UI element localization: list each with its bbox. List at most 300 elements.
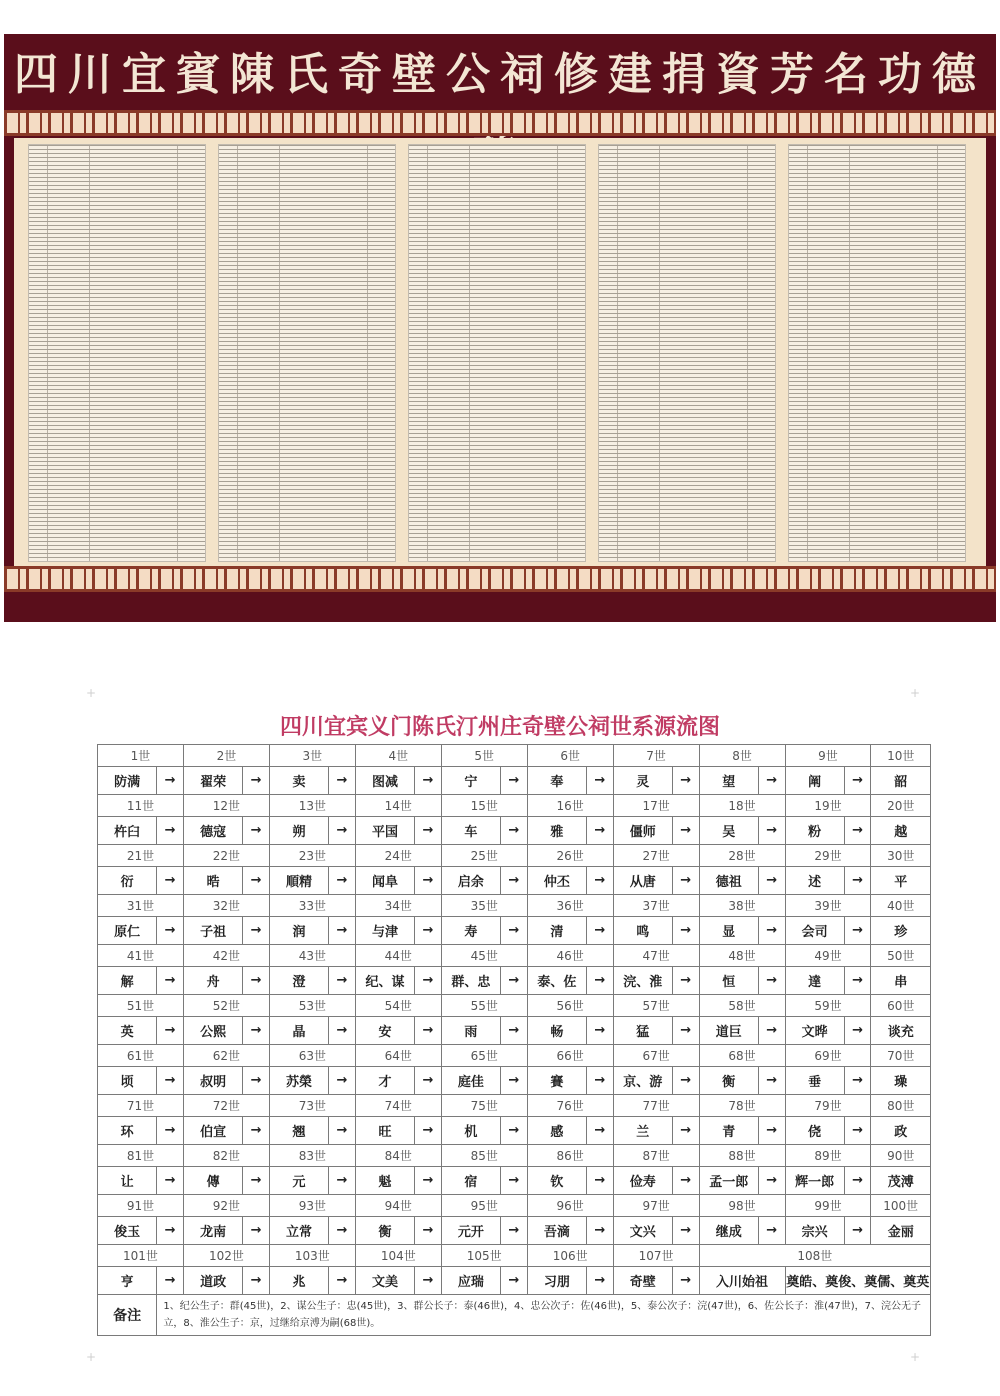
- arrow-icon: →: [758, 1067, 785, 1095]
- ancestor-name: 伯宣: [183, 1117, 242, 1145]
- arrow-icon: →: [415, 1267, 442, 1295]
- generation-label: 87世: [613, 1145, 699, 1167]
- donor-column-1: [28, 144, 206, 562]
- generation-label: 82世: [183, 1145, 269, 1167]
- generation-label: 19世: [785, 795, 871, 817]
- generation-label: 90世: [871, 1145, 931, 1167]
- arrow-icon: →: [587, 767, 614, 795]
- ancestor-name: 图减: [355, 767, 414, 795]
- ancestor-row: [98, 1117, 931, 1145]
- arrow-icon: →: [844, 1017, 871, 1045]
- generation-label: 88世: [699, 1145, 785, 1167]
- generation-label: 6世: [527, 745, 613, 767]
- ancestor-name: 平: [871, 867, 931, 895]
- generation-label: 3世: [269, 745, 355, 767]
- arrow-icon: →: [587, 1017, 614, 1045]
- generation-label: 52世: [183, 995, 269, 1017]
- arrow-icon: →: [415, 1167, 442, 1195]
- generation-label: 51世: [98, 995, 184, 1017]
- arrow-icon: →: [844, 917, 871, 945]
- arrow-icon: →: [243, 1067, 270, 1095]
- ancestor-row: [98, 817, 931, 845]
- arrow-icon: →: [758, 967, 785, 995]
- generation-label: 5世: [441, 745, 527, 767]
- ancestor-row: [98, 767, 931, 795]
- generation-label: 2世: [183, 745, 269, 767]
- generation-row: [98, 795, 931, 817]
- ancestor-name: 述: [785, 867, 844, 895]
- ancestor-name: 谈充: [871, 1017, 931, 1045]
- arrow-icon: →: [672, 867, 699, 895]
- generation-label: 61世: [98, 1045, 184, 1067]
- arrow-icon: →: [415, 1217, 442, 1245]
- arrow-icon: →: [758, 917, 785, 945]
- arrow-icon: →: [329, 1267, 356, 1295]
- ancestor-name: 灵: [613, 767, 672, 795]
- generation-label: 65世: [441, 1045, 527, 1067]
- ancestor-name: 兰: [613, 1117, 672, 1145]
- arrow-icon: →: [243, 967, 270, 995]
- generation-label: 48世: [699, 945, 785, 967]
- generation-label: 98世: [699, 1195, 785, 1217]
- arrow-icon: →: [672, 1067, 699, 1095]
- fret-border-bottom: [4, 566, 996, 592]
- arrow-icon: →: [243, 817, 270, 845]
- note-label: 备注: [98, 1295, 157, 1336]
- ancestor-name: 越: [871, 817, 931, 845]
- ancestor-name: 与津: [355, 917, 414, 945]
- ancestor-name: 孟一郎: [699, 1167, 758, 1195]
- ancestor-name: 珍: [871, 917, 931, 945]
- generation-label: 71世: [98, 1095, 184, 1117]
- ancestor-row: [98, 1067, 931, 1095]
- generation-label: 73世: [269, 1095, 355, 1117]
- ancestor-name: 順精: [269, 867, 328, 895]
- ancestor-name: 浣、淮: [613, 967, 672, 995]
- generation-label: 37世: [613, 895, 699, 917]
- generation-label: 63世: [269, 1045, 355, 1067]
- generation-label: 54世: [355, 995, 441, 1017]
- arrow-icon: →: [243, 767, 270, 795]
- donor-column-2: [218, 144, 396, 562]
- ancestor-name: 宁: [441, 767, 500, 795]
- ancestor-name: 阐: [785, 767, 844, 795]
- generation-row: [98, 1145, 931, 1167]
- generation-label: 94世: [355, 1195, 441, 1217]
- ancestor-name: 安: [355, 1017, 414, 1045]
- ancestor-name: 奉: [527, 767, 586, 795]
- ancestor-name: 翟荣: [183, 767, 242, 795]
- ancestor-name: 清: [527, 917, 586, 945]
- ancestor-name: 元开: [441, 1217, 500, 1245]
- ancestor-name: 朔: [269, 817, 328, 845]
- ancestor-name: 元: [269, 1167, 328, 1195]
- generation-label: 60世: [871, 995, 931, 1017]
- generation-label: 62世: [183, 1045, 269, 1067]
- arrow-icon: →: [672, 1267, 699, 1295]
- generation-label: 66世: [527, 1045, 613, 1067]
- arrow-icon: →: [243, 917, 270, 945]
- arrow-icon: →: [587, 967, 614, 995]
- arrow-icon: →: [415, 967, 442, 995]
- ancestor-name: 奇壁: [613, 1267, 672, 1295]
- arrow-icon: →: [501, 1067, 528, 1095]
- ancestor-name: 文美: [355, 1267, 414, 1295]
- ancestor-name: 青: [699, 1117, 758, 1145]
- arrow-icon: →: [415, 817, 442, 845]
- ancestor-name: 德寇: [183, 817, 242, 845]
- generation-row: [98, 1095, 931, 1117]
- generation-label: 83世: [269, 1145, 355, 1167]
- ancestor-row: [98, 967, 931, 995]
- generation-label: 40世: [871, 895, 931, 917]
- arrow-icon: →: [844, 1067, 871, 1095]
- arrow-icon: →: [672, 917, 699, 945]
- ancestor-name: 庭佳: [441, 1067, 500, 1095]
- arrow-icon: →: [243, 1217, 270, 1245]
- ancestor-name: 亨: [98, 1267, 157, 1295]
- generation-label: 69世: [785, 1045, 871, 1067]
- arrow-icon: →: [672, 1117, 699, 1145]
- ancestor-name: 宗兴: [785, 1217, 844, 1245]
- generation-label: 11世: [98, 795, 184, 817]
- arrow-icon: →: [415, 1017, 442, 1045]
- generation-label: 108世: [699, 1245, 930, 1267]
- arrow-icon: →: [501, 867, 528, 895]
- arrow-icon: →: [415, 867, 442, 895]
- ancestor-name: 金丽: [871, 1217, 931, 1245]
- generation-label: 28世: [699, 845, 785, 867]
- generation-label: 7世: [613, 745, 699, 767]
- arrow-icon: →: [157, 1117, 184, 1145]
- arrow-icon: →: [587, 1217, 614, 1245]
- arrow-icon: →: [672, 967, 699, 995]
- generation-label: 106世: [527, 1245, 613, 1267]
- generation-label: 68世: [699, 1045, 785, 1067]
- generation-label: 30世: [871, 845, 931, 867]
- arrow-icon: →: [415, 767, 442, 795]
- generation-row: [98, 1045, 931, 1067]
- ancestor-name: 会司: [785, 917, 844, 945]
- arrow-icon: →: [157, 1067, 184, 1095]
- generation-label: 70世: [871, 1045, 931, 1067]
- generation-row: [98, 845, 931, 867]
- ancestor-name: 宿: [441, 1167, 500, 1195]
- ancestor-name: 猛: [613, 1017, 672, 1045]
- arrow-icon: →: [844, 867, 871, 895]
- ancestor-name: 让: [98, 1167, 157, 1195]
- ancestor-name: 吴: [699, 817, 758, 845]
- genealogy-table: [97, 744, 931, 1336]
- ancestor-name: 旺: [355, 1117, 414, 1145]
- arrow-icon: →: [415, 917, 442, 945]
- arrow-icon: →: [157, 767, 184, 795]
- ancestor-name: 道巨: [699, 1017, 758, 1045]
- ancestor-name: 舟: [183, 967, 242, 995]
- ancestor-name: 魁: [355, 1167, 414, 1195]
- generation-label: 103世: [269, 1245, 355, 1267]
- arrow-icon: →: [415, 1067, 442, 1095]
- generation-label: 25世: [441, 845, 527, 867]
- arrow-icon: →: [672, 1217, 699, 1245]
- ancestor-name: 群、忠: [441, 967, 500, 995]
- ancestor-name: 晧: [183, 867, 242, 895]
- arrow-icon: →: [844, 767, 871, 795]
- arrow-icon: →: [587, 817, 614, 845]
- generation-label: 43世: [269, 945, 355, 967]
- ancestor-name: 习朋: [527, 1267, 586, 1295]
- arrow-icon: →: [157, 1017, 184, 1045]
- ancestor-name: 车: [441, 817, 500, 845]
- generation-label: 85世: [441, 1145, 527, 1167]
- generation-label: 4世: [355, 745, 441, 767]
- ancestor-name: 衡: [355, 1217, 414, 1245]
- ancestor-row: [98, 1167, 931, 1195]
- ancestor-name: 俊玉: [98, 1217, 157, 1245]
- generation-label: 104世: [355, 1245, 441, 1267]
- arrow-icon: →: [587, 1267, 614, 1295]
- arrow-icon: →: [501, 1267, 528, 1295]
- crop-mark: +: [910, 1350, 921, 1364]
- generation-label: 78世: [699, 1095, 785, 1117]
- generation-label: 44世: [355, 945, 441, 967]
- donor-stele-banner: [4, 34, 996, 622]
- ancestor-name: 平国: [355, 817, 414, 845]
- ancestor-name: 钦: [527, 1167, 586, 1195]
- generation-row: [98, 1195, 931, 1217]
- generation-label: 27世: [613, 845, 699, 867]
- generation-label: 107世: [613, 1245, 699, 1267]
- ancestor-name: 畅: [527, 1017, 586, 1045]
- ancestor-name: 卖: [269, 767, 328, 795]
- arrow-icon: →: [329, 917, 356, 945]
- arrow-icon: →: [844, 967, 871, 995]
- generation-label: 86世: [527, 1145, 613, 1167]
- generation-label: 75世: [441, 1095, 527, 1117]
- ancestor-name: 吾滴: [527, 1217, 586, 1245]
- generation-label: 41世: [98, 945, 184, 967]
- arrow-icon: →: [501, 1167, 528, 1195]
- ancestor-name: 粉: [785, 817, 844, 845]
- ancestor-name: 防满: [98, 767, 157, 795]
- arrow-icon: →: [672, 767, 699, 795]
- ancestor-name: 仲丕: [527, 867, 586, 895]
- ancestor-name: 纪、谋: [355, 967, 414, 995]
- note-text: 1、纪公生子：群(45世)，2、谋公生子：忠(45世)，3、群公长子：泰(46世)，4、忠公次子：佐(46世)，5、泰公次子：浣(47世)，6、佐公长子：淮(47世)，7、浣公无子立，8、淮公生子：京，过继给京溥为嗣(68世)。: [157, 1295, 931, 1336]
- ancestor-name: 京、游: [613, 1067, 672, 1095]
- generation-row: [98, 895, 931, 917]
- generation-label: 8世: [699, 745, 785, 767]
- arrow-icon: →: [844, 1217, 871, 1245]
- ancestor-name: 机: [441, 1117, 500, 1145]
- arrow-icon: →: [672, 1167, 699, 1195]
- ancestor-name: 应瑞: [441, 1267, 500, 1295]
- generation-row: [98, 1245, 931, 1267]
- arrow-icon: →: [758, 1017, 785, 1045]
- ancestor-name: 立常: [269, 1217, 328, 1245]
- generation-label: 99世: [785, 1195, 871, 1217]
- arrow-icon: →: [844, 1117, 871, 1145]
- ancestor-name: 泰、佐: [527, 967, 586, 995]
- generation-label: 18世: [699, 795, 785, 817]
- ancestor-name: 闻阜: [355, 867, 414, 895]
- arrow-icon: →: [844, 817, 871, 845]
- arrow-icon: →: [329, 817, 356, 845]
- generation-label: 45世: [441, 945, 527, 967]
- ancestor-name: 澄: [269, 967, 328, 995]
- generation-label: 14世: [355, 795, 441, 817]
- generation-label: 53世: [269, 995, 355, 1017]
- generation-label: 9世: [785, 745, 871, 767]
- arrow-icon: →: [157, 1167, 184, 1195]
- generation-label: 50世: [871, 945, 931, 967]
- arrow-icon: →: [758, 867, 785, 895]
- generation-label: 81世: [98, 1145, 184, 1167]
- generation-label: 102世: [183, 1245, 269, 1267]
- ancestor-name: 继成: [699, 1217, 758, 1245]
- generation-label: 33世: [269, 895, 355, 917]
- ancestor-name: 僵师: [613, 817, 672, 845]
- arrow-icon: →: [157, 817, 184, 845]
- ancestor-name: 雨: [441, 1017, 500, 1045]
- generation-label: 26世: [527, 845, 613, 867]
- arrow-icon: →: [329, 1017, 356, 1045]
- generation-row: [98, 995, 931, 1017]
- banner-title: 四川宜賓陳氏奇壁公祠修建捐資芳名功德: [14, 49, 986, 100]
- generation-label: 32世: [183, 895, 269, 917]
- arrow-icon: →: [157, 967, 184, 995]
- arrow-icon: →: [243, 1017, 270, 1045]
- donor-column-3: [408, 144, 586, 562]
- ancestor-name: 才: [355, 1067, 414, 1095]
- generation-label: 36世: [527, 895, 613, 917]
- arrow-icon: →: [758, 1217, 785, 1245]
- crop-mark: +: [86, 1350, 97, 1364]
- fret-border-top: [4, 110, 996, 136]
- ancestor-name: 寿: [441, 917, 500, 945]
- ancestor-name: 道政: [183, 1267, 242, 1295]
- donor-column-5: [788, 144, 966, 562]
- arrow-icon: →: [243, 867, 270, 895]
- ancestor-name: 翘: [269, 1117, 328, 1145]
- generation-label: 59世: [785, 995, 871, 1017]
- generation-label: 21世: [98, 845, 184, 867]
- ancestor-name: 衍: [98, 867, 157, 895]
- arrow-icon: →: [758, 1167, 785, 1195]
- ancestor-name: 顷: [98, 1067, 157, 1095]
- generation-label: 38世: [699, 895, 785, 917]
- ancestor-name: 兆: [269, 1267, 328, 1295]
- generation-label: 17世: [613, 795, 699, 817]
- arrow-icon: →: [243, 1167, 270, 1195]
- generation-label: 24世: [355, 845, 441, 867]
- generation-label: 23世: [269, 845, 355, 867]
- ancestor-name: 感: [527, 1117, 586, 1145]
- generation-label: 79世: [785, 1095, 871, 1117]
- ancestor-row: [98, 917, 931, 945]
- generation-label: 57世: [613, 995, 699, 1017]
- generation-label: 46世: [527, 945, 613, 967]
- arrow-icon: →: [157, 917, 184, 945]
- arrow-icon: →: [157, 1267, 184, 1295]
- crop-mark: +: [910, 686, 921, 700]
- generation-label: 58世: [699, 995, 785, 1017]
- generation-label: 76世: [527, 1095, 613, 1117]
- arrow-icon: →: [501, 767, 528, 795]
- ancestor-row: [98, 867, 931, 895]
- ancestor-name: 环: [98, 1117, 157, 1145]
- arrow-icon: →: [329, 867, 356, 895]
- generation-label: 10世: [871, 745, 931, 767]
- arrow-icon: →: [672, 1017, 699, 1045]
- generation-label: 67世: [613, 1045, 699, 1067]
- generation-label: 20世: [871, 795, 931, 817]
- generation-label: 22世: [183, 845, 269, 867]
- generation-label: 100世: [871, 1195, 931, 1217]
- arrow-icon: →: [329, 1167, 356, 1195]
- arrow-icon: →: [501, 917, 528, 945]
- generation-label: 34世: [355, 895, 441, 917]
- ancestor-name: 苏榮: [269, 1067, 328, 1095]
- ancestor-name: 望: [699, 767, 758, 795]
- arrow-icon: →: [501, 1117, 528, 1145]
- ancestor-name: 公熙: [183, 1017, 242, 1045]
- generation-label: 92世: [183, 1195, 269, 1217]
- ancestor-name: 賽: [527, 1067, 586, 1095]
- arrow-icon: →: [587, 1167, 614, 1195]
- generation-label: 16世: [527, 795, 613, 817]
- generation-label: 101世: [98, 1245, 184, 1267]
- generation-row: [98, 745, 931, 767]
- arrow-icon: →: [501, 1017, 528, 1045]
- arrow-icon: →: [157, 867, 184, 895]
- generation-label: 39世: [785, 895, 871, 917]
- ancestor-name: 文兴: [613, 1217, 672, 1245]
- ancestor-name: 侥: [785, 1117, 844, 1145]
- generation-label: 56世: [527, 995, 613, 1017]
- generation-label: 96世: [527, 1195, 613, 1217]
- generation-label: 1世: [98, 745, 184, 767]
- generation-label: 42世: [183, 945, 269, 967]
- generation-label: 55世: [441, 995, 527, 1017]
- arrow-icon: →: [329, 1067, 356, 1095]
- ancestor-name: 显: [699, 917, 758, 945]
- arrow-icon: →: [587, 1117, 614, 1145]
- ancestor-name: 辉一郎: [785, 1167, 844, 1195]
- ancestor-name: 叔明: [183, 1067, 242, 1095]
- donor-column-4: [598, 144, 776, 562]
- generation-label: 97世: [613, 1195, 699, 1217]
- arrow-icon: →: [672, 817, 699, 845]
- arrow-icon: →: [758, 767, 785, 795]
- ancestor-name: 串: [871, 967, 931, 995]
- ancestor-name: 韶: [871, 767, 931, 795]
- generation-label: 49世: [785, 945, 871, 967]
- generation-label: 13世: [269, 795, 355, 817]
- ancestor-row: [98, 1217, 931, 1245]
- ancestor-name: 从唐: [613, 867, 672, 895]
- ancestor-name: 解: [98, 967, 157, 995]
- ancestor-name: 茂溥: [871, 1167, 931, 1195]
- ancestor-name: 入川始祖: [699, 1267, 785, 1295]
- chart-title: 四川宜宾义门陈氏汀州庄奇壁公祠世系源流图: [279, 715, 720, 740]
- generation-label: 93世: [269, 1195, 355, 1217]
- ancestor-name: 傳: [183, 1167, 242, 1195]
- generation-label: 89世: [785, 1145, 871, 1167]
- ancestor-name: 雅: [527, 817, 586, 845]
- arrow-icon: →: [329, 967, 356, 995]
- ancestor-name: 俭寿: [613, 1167, 672, 1195]
